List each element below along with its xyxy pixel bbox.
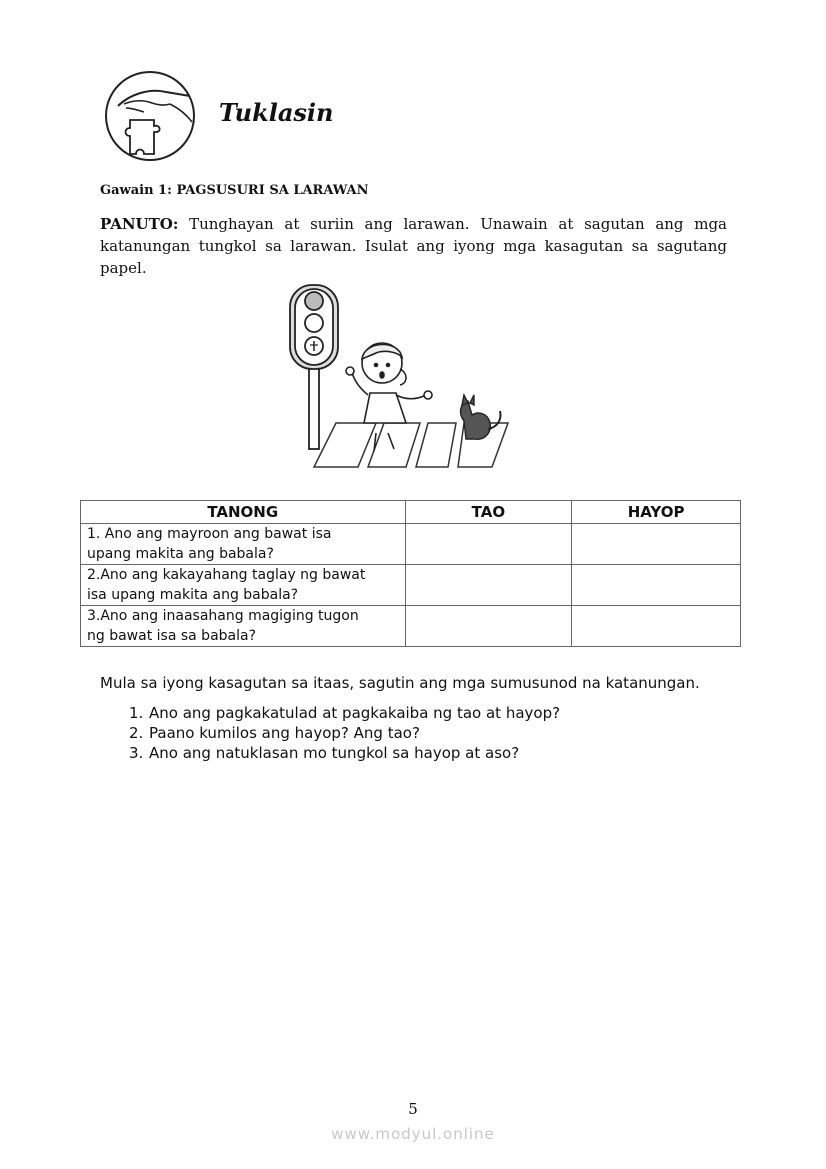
followup-question-list — [100, 703, 560, 763]
question-cell — [81, 565, 406, 606]
question-line: ng bawat isa sa babala? — [87, 628, 257, 644]
activity-name: PAGSUSURI SA LARAWAN — [176, 183, 369, 198]
header-hayop: HAYOP — [572, 501, 741, 524]
tao-answer-cell[interactable] — [405, 565, 572, 606]
followup-intro: Mula sa iyong kasagutan sa itaas, sagutin ang mga sumusunod na katanungan. — [100, 674, 700, 692]
hayop-answer-cell[interactable] — [572, 565, 741, 606]
list-item — [100, 743, 560, 763]
question-table — [80, 500, 741, 647]
activity-title — [100, 183, 369, 198]
girl-cat-crosswalk-illustration — [288, 283, 528, 473]
tao-answer-cell[interactable] — [405, 606, 572, 647]
watermark: www.modyul.online — [331, 1125, 495, 1143]
activity-label: Gawain 1: — [100, 183, 172, 198]
header-tao: TAO — [405, 501, 572, 524]
question-line: isa upang makita ang babala? — [87, 587, 299, 603]
list-text: Ano ang natuklasan mo tungkol sa hayop at aso? — [149, 744, 520, 762]
directions-label: PANUTO: — [100, 215, 179, 233]
table-row — [81, 606, 741, 647]
table-row — [81, 524, 741, 565]
table-header-row — [81, 501, 741, 524]
hand-puzzle-icon — [104, 70, 196, 162]
question-line: upang makita ang babala? — [87, 546, 274, 562]
list-item — [100, 723, 560, 743]
question-line: 1. Ano ang mayroon ang bawat isa — [87, 526, 332, 542]
list-text: Ano ang pagkakatulad at pagkakaiba ng tao at hayop? — [149, 704, 561, 722]
directions-text: Tunghayan at suriin ang larawan. Unawain at sagutan ang mga katanungan tungkol sa larawan. Isulat ang iyong mga kasagutan sa sagutang papel. — [100, 215, 727, 277]
question-line: 2.Ano ang kakayahang taglay ng bawat — [87, 567, 366, 583]
question-cell — [81, 606, 406, 647]
list-number: 3. — [129, 744, 144, 762]
question-cell — [81, 524, 406, 565]
list-text: Paano kumilos ang hayop? Ang tao? — [149, 724, 420, 742]
tao-answer-cell[interactable] — [405, 524, 572, 565]
table-row — [81, 565, 741, 606]
hayop-answer-cell[interactable] — [572, 524, 741, 565]
directions — [100, 213, 727, 279]
header-tanong: TANONG — [81, 501, 406, 524]
hayop-answer-cell[interactable] — [572, 606, 741, 647]
list-item — [100, 703, 560, 723]
list-number: 1. — [129, 704, 144, 722]
question-line: 3.Ano ang inaasahang magiging tugon — [87, 608, 359, 624]
section-title: Tuklasin — [219, 98, 334, 127]
list-number: 2. — [129, 724, 144, 742]
page-number: 5 — [408, 1100, 418, 1118]
